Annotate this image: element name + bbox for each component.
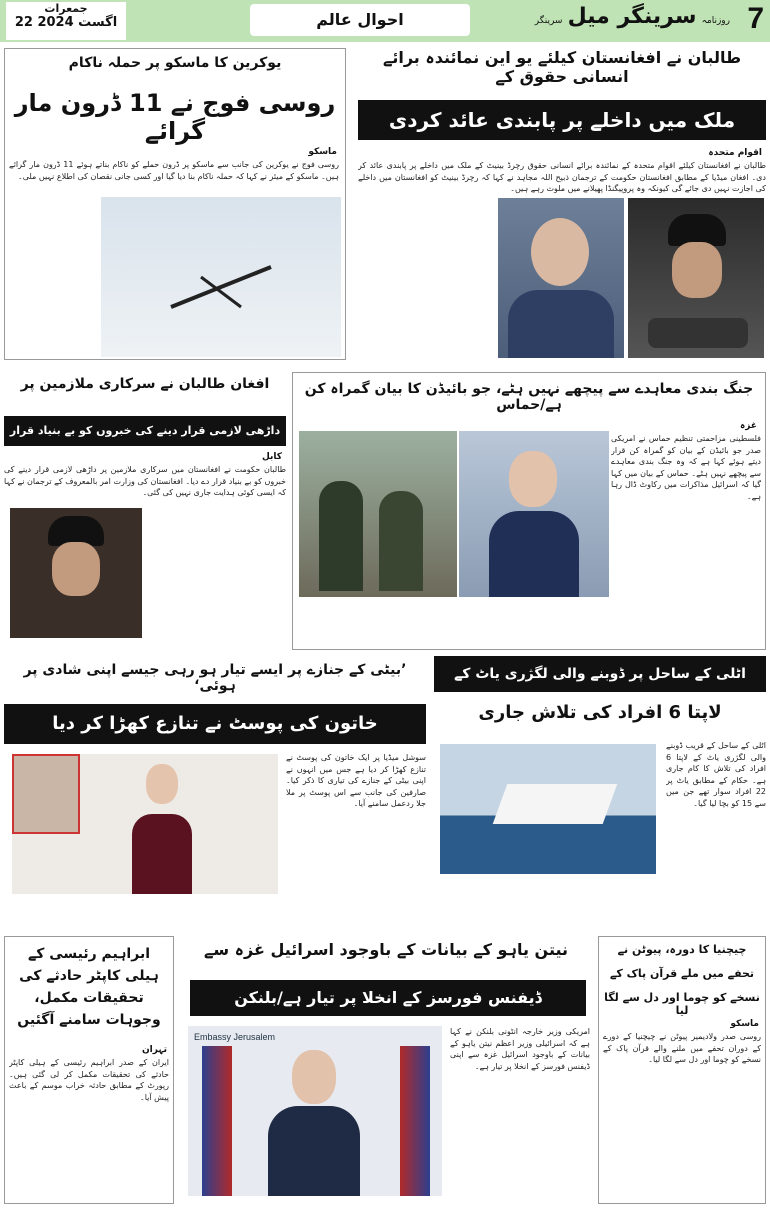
body-text-lower bbox=[299, 601, 609, 643]
photo-biden bbox=[459, 431, 609, 597]
face bbox=[531, 218, 589, 286]
body-text: اٹلی کے ساحل کے قریب ڈوبنے والی لگژری یاٹ کے لاپتا 6 افراد کی تلاش کا کام جاری ہے۔ حکام کے مطابق یاٹ پر 22 افراد سوار تھے جن میں سے 15 کو بچا لیا گیا۔ bbox=[666, 741, 766, 808]
body-text: سوشل میڈیا پر ایک خاتون کی پوسٹ نے تنازع کھڑا کر دیا ہے جس میں انہوں نے اپنی بیٹی کے جنازے کی تیاری کا ذکر کیا۔ صارفین کی جانب سے اس پوسٹ پر ملا جلا ردعمل سامنے آیا۔ bbox=[286, 753, 426, 808]
headline: طالبان نے افغانستان کیلئے یو این نمائندہ برائے انسانی حقوق کے bbox=[382, 48, 742, 86]
inset-baby-photo bbox=[12, 754, 80, 834]
headline-bar: ڈیفنس فورسز کے انخلا پر تیار ہے/بلنکن bbox=[190, 980, 586, 1016]
microphones bbox=[648, 318, 748, 348]
drone-icon bbox=[101, 197, 341, 357]
headline: لاپتا 6 افراد کی تلاش جاری bbox=[478, 702, 722, 723]
article-taliban-beard bbox=[4, 372, 286, 650]
dateline: اقوام متحدہ bbox=[708, 148, 762, 158]
section-tab: احوال عالم bbox=[250, 4, 470, 36]
body-text: طالبان نے افغانستان کیلئے اقوام متحدہ کے نمائندہ برائے انسانی حقوق رچرڈ بینیٹ کے ملک میں داخلے پر پابندی عائد کر دی۔ افغان میڈیا کے مطابق افغانستان حکومت کے ترجمان ذبیح اللہ مجاہد نے کہا کہ رچرڈ بینیٹ کو افغانستان میں داخلے کی اجازت نہیں دی جائے گی کیونکہ وہ پروپیگنڈا پھیلانے میں ملوث رہے ہیں۔ bbox=[358, 161, 766, 193]
paper-city: سرینگر bbox=[534, 16, 563, 26]
dateline: ماسکو bbox=[730, 1019, 759, 1029]
headline: نیتن یاہو کے بیانات کے باوجود اسرائیل غزہ سے bbox=[203, 940, 569, 959]
page-number: 7 bbox=[747, 2, 764, 35]
headline: روسی فوج نے 11 ڈرون مار گرائے bbox=[14, 89, 336, 145]
headline-line-1: چیچنیا کا دورہ، پیوٹن نے bbox=[617, 943, 747, 956]
photo-mujahid-2 bbox=[10, 508, 142, 638]
headline: ’بیٹی کے جنازے پر ایسے تیار ہو رہی جیسے اپنی شادی پر ہوئی‘ bbox=[23, 662, 407, 694]
kicker: یوکرین کا ماسکو پر حملہ ناکام bbox=[68, 55, 282, 71]
headline-bar: ملک میں داخلے پر پابندی عائد کردی bbox=[358, 100, 766, 140]
face bbox=[292, 1050, 336, 1104]
flag bbox=[400, 1046, 430, 1196]
headline-bar: داڑھی لازمی قرار دینے کی خبروں کو بے بنیاد قرار دیدیا bbox=[4, 416, 286, 446]
article-italy-yacht bbox=[434, 656, 766, 930]
fighter bbox=[379, 491, 423, 591]
masthead bbox=[0, 0, 770, 42]
face bbox=[146, 764, 178, 804]
article-putin-quran bbox=[598, 936, 766, 1204]
body-text: روسی صدر ولادیمیر پیوٹن نے چیچنیا کے دورے کے دوران تحفے میں ملنے والے قرآن پاک کے نسخے کو چوما اور دل سے لگا لیا۔ bbox=[603, 1032, 761, 1064]
fighter bbox=[319, 481, 363, 591]
headline: افغان طالبان نے سرکاری ملازمین پر bbox=[20, 376, 270, 392]
weekday: جمعرات bbox=[44, 2, 88, 15]
photo-mujahid bbox=[628, 198, 764, 358]
headline-line-2: تحفے میں ملے قرآن پاک کے bbox=[609, 967, 755, 980]
body-text: روسی فوج نے یوکرین کی جانب سے ماسکو پر ڈرون حملے کو ناکام بناتے ہوئے 11 ڈرون مار گرائے ہیں۔ ماسکو کے میئر نے کہا کہ حملہ ناکام بنا دیا گیا اور کسی جانی نقصان کی اطلاع نہیں ملی۔ bbox=[9, 160, 339, 181]
suit bbox=[268, 1106, 360, 1196]
article-taliban-un bbox=[358, 48, 766, 360]
photo-hamas bbox=[299, 431, 457, 597]
photo-woman bbox=[12, 754, 278, 894]
photo-bennett bbox=[498, 198, 624, 358]
headline-line-3: نسخے کو چوما اور دل سے لگا لیا bbox=[604, 991, 760, 1017]
photo-blinken bbox=[188, 1026, 442, 1196]
dateline: غزہ bbox=[739, 421, 757, 431]
flag bbox=[202, 1046, 232, 1196]
dateline: کابل bbox=[261, 452, 282, 462]
article-raisi bbox=[4, 936, 174, 1204]
body-text: امریکی وزیر خارجہ انٹونی بلنکن نے کہا ہے کہ اسرائیلی وزیر اعظم نیتن یاہو کے بیانات کے باوجود اسرائیل غزہ سے اپنی ڈیفنس فورسز کے انخلا پر تیار ہے۔ bbox=[450, 1027, 590, 1071]
article-russia-drones bbox=[4, 48, 346, 360]
paper-name bbox=[530, 4, 730, 29]
photo-caption: Embassy Jerusalem bbox=[194, 1032, 276, 1042]
body-text: طالبان حکومت نے افغانستان میں سرکاری ملازمین پر داڑھی لازمی قرار دینے کی خبروں کو بے بنیاد قرار دے دیا۔ افغانستان کی وزارت امر بالمعروف کے ترجمان نے کہا کہ ایسی کوئی ہدایت جاری نہیں کی گئی۔ bbox=[4, 465, 286, 497]
body-text: فلسطینی مزاحمتی تنظیم حماس نے امریکی صدر جو بائیڈن کے بیان کو گمراہ کن قرار دیتے ہوئے کہا ہے کہ وہ جنگ بندی معاہدے سے پیچھے نہیں ہٹے۔ حماس کے بیان میں کہا گیا کہ اسرائیل مذاکرات میں رکاوٹ ڈال رہا ہے۔ bbox=[611, 434, 761, 501]
headline-bar: اٹلی کے ساحل پر ڈوبنے والی لگژری یاٹ کے bbox=[434, 656, 766, 692]
photo-drone bbox=[101, 197, 341, 357]
photo-yacht bbox=[440, 744, 656, 874]
suit bbox=[489, 511, 579, 597]
dateline: ماسکو bbox=[308, 147, 337, 157]
date: 22 اگست 2024 bbox=[14, 15, 118, 30]
face bbox=[509, 451, 557, 507]
face bbox=[672, 242, 722, 298]
face bbox=[52, 542, 100, 596]
date-box bbox=[6, 2, 126, 40]
dress bbox=[132, 814, 192, 894]
yacht bbox=[493, 784, 618, 824]
headline-bar: خاتون کی پوسٹ نے تنازع کھڑا کر دیا bbox=[4, 704, 426, 744]
suit bbox=[508, 290, 614, 358]
headline: ابراہیم رئیسی کے ہیلی کاپٹر حادثے کی تحقیقات مکمل، وجوہات سامنے آگئیں bbox=[17, 946, 161, 1028]
article-blinken bbox=[182, 936, 590, 1204]
paper-title: سرینگر میل bbox=[567, 4, 697, 29]
headline: جنگ بندی معاہدے سے پیچھے نہیں ہٹے، جو بائیڈن کا بیان گمراہ کن ہے/حماس bbox=[304, 381, 754, 413]
article-hamas bbox=[292, 372, 766, 650]
article-funeral-post bbox=[4, 656, 426, 930]
dateline: تہران bbox=[141, 1045, 167, 1055]
body-text: ایران کے صدر ابراہیم رئیسی کے ہیلی کاپٹر حادثے کی تحقیقات مکمل کر لی گئی ہیں۔ رپورٹ کے مطابق حادثہ خراب موسم کے باعث پیش آیا۔ bbox=[9, 1058, 169, 1102]
paper-prefix: روزنامہ bbox=[701, 16, 730, 26]
